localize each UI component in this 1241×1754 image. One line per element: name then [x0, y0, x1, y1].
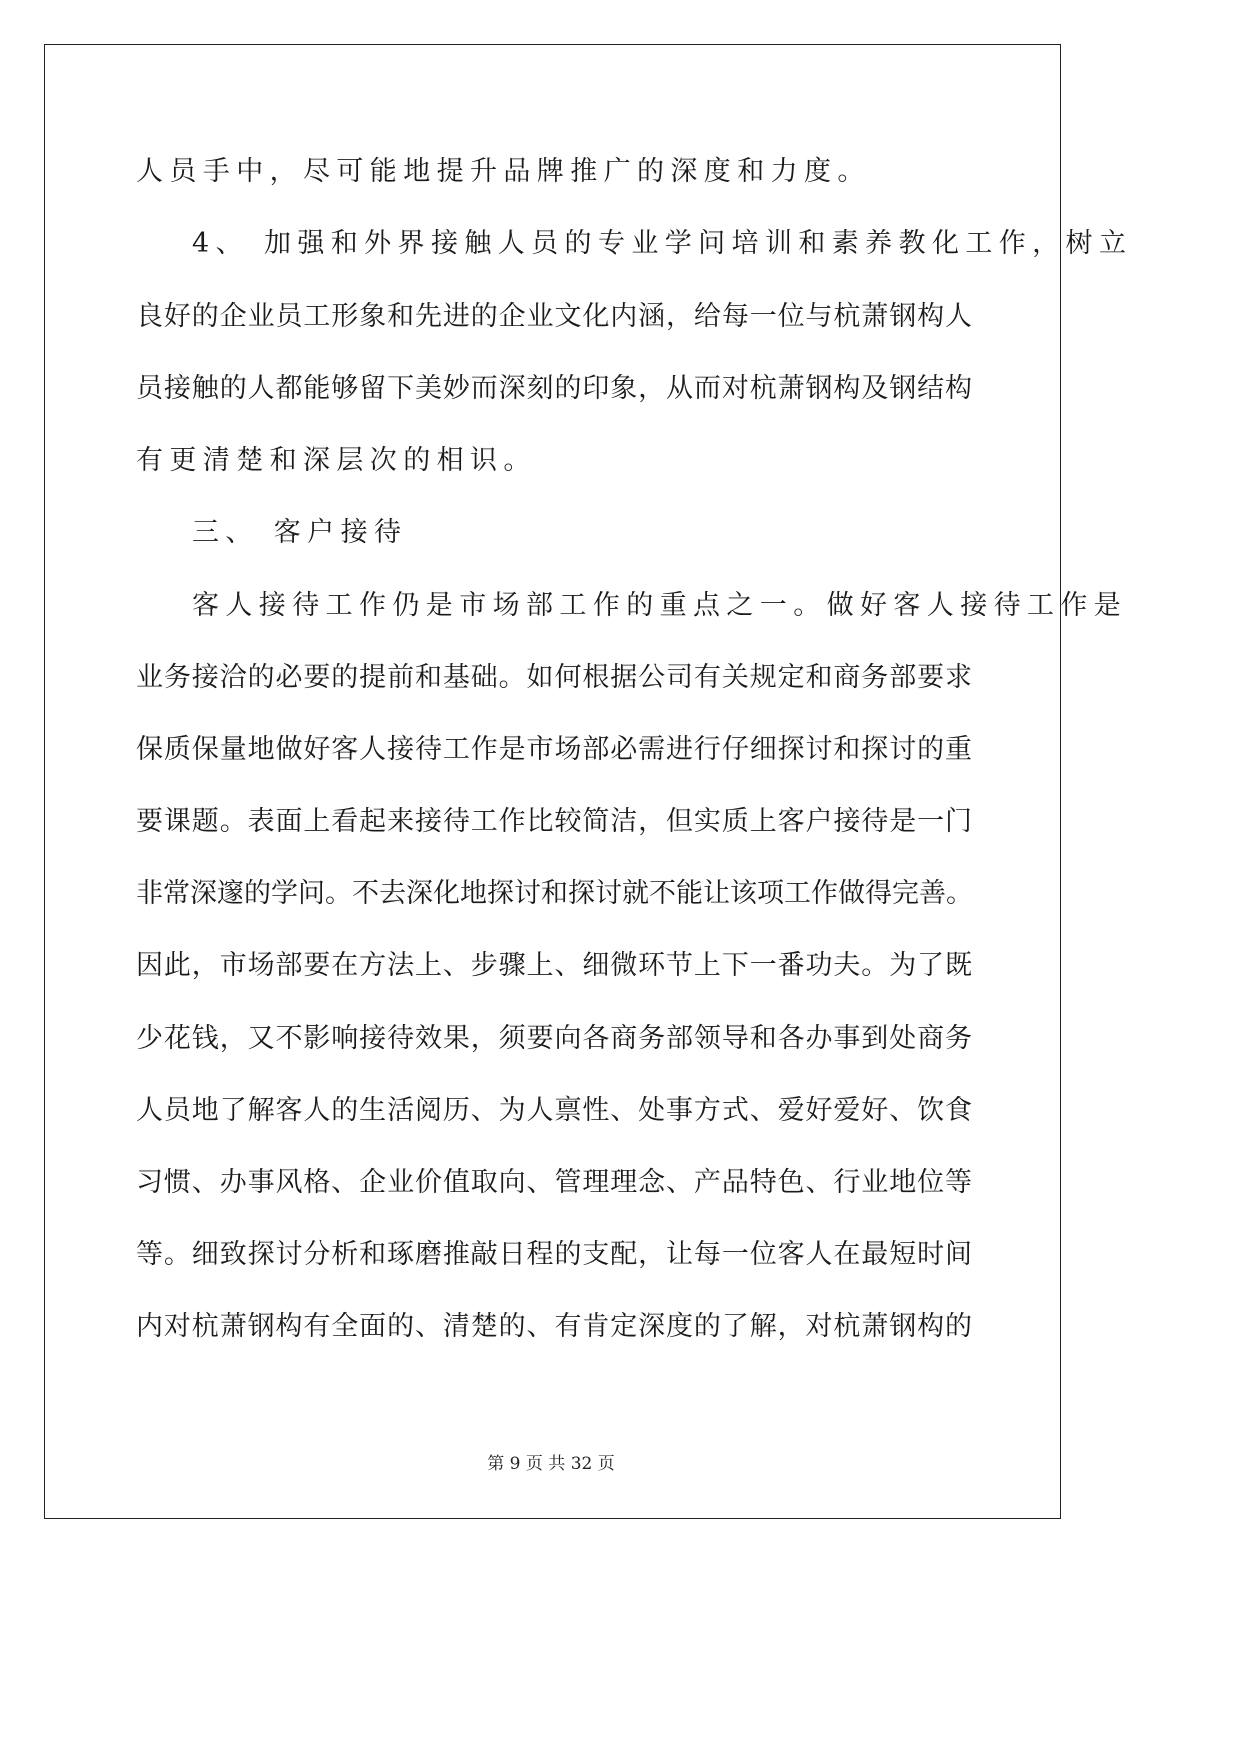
text-line-16: 等。细致探讨分析和琢磨推敲日程的支配，让每一位客人在最短时间	[136, 1239, 972, 1270]
text-line-15: 习惯、办事风格、企业价值取向、管理理念、产品特色、行业地位等	[136, 1167, 972, 1198]
text-line-12: 因此，市场部要在方法上、步骤上、细微环节上下一番功夫。为了既	[136, 950, 972, 981]
text-line-14: 人员地了解客人的生活阅历、为人禀性、处事方式、爱好爱好、饮食	[136, 1095, 972, 1126]
page-number-footer: 第 9 页 共 32 页	[487, 1454, 615, 1474]
text-line-3: 良好的企业员工形象和先进的企业文化内涵，给每一位与杭萧钢构人	[136, 301, 972, 332]
text-line-2: 4、 加强和外界接触人员的专业学问培训和素养教化工作，树立	[192, 228, 1133, 259]
section-heading: 三、 客户接待	[192, 517, 408, 548]
text-line-17: 内对杭萧钢构有全面的、清楚的、有肯定深度的了解，对杭萧钢构的	[136, 1311, 972, 1342]
page-border	[44, 44, 1061, 1519]
text-line-9: 保质保量地做好客人接待工作是市场部必需进行仔细探讨和探讨的重	[136, 734, 972, 765]
text-line-1: 人员手中，尽可能地提升品牌推广的深度和力度。	[136, 156, 871, 187]
text-line-4: 员接触的人都能够留下美妙而深刻的印象，从而对杭萧钢构及钢结构	[136, 373, 972, 404]
text-line-5: 有更清楚和深层次的相识。	[136, 445, 537, 476]
text-line-11: 非常深邃的学问。不去深化地探讨和探讨就不能让该项工作做得完善。	[136, 878, 973, 909]
text-line-13: 少花钱，又不影响接待效果，须要向各商务部领导和各办事到处商务	[136, 1023, 972, 1054]
text-line-7: 客人接待工作仍是市场部工作的重点之一。做好客人接待工作是	[192, 590, 1128, 621]
text-line-10: 要课题。表面上看起来接待工作比较简洁，但实质上客户接待是一门	[136, 806, 972, 837]
text-line-8: 业务接洽的必要的提前和基础。如何根据公司有关规定和商务部要求	[136, 662, 972, 693]
